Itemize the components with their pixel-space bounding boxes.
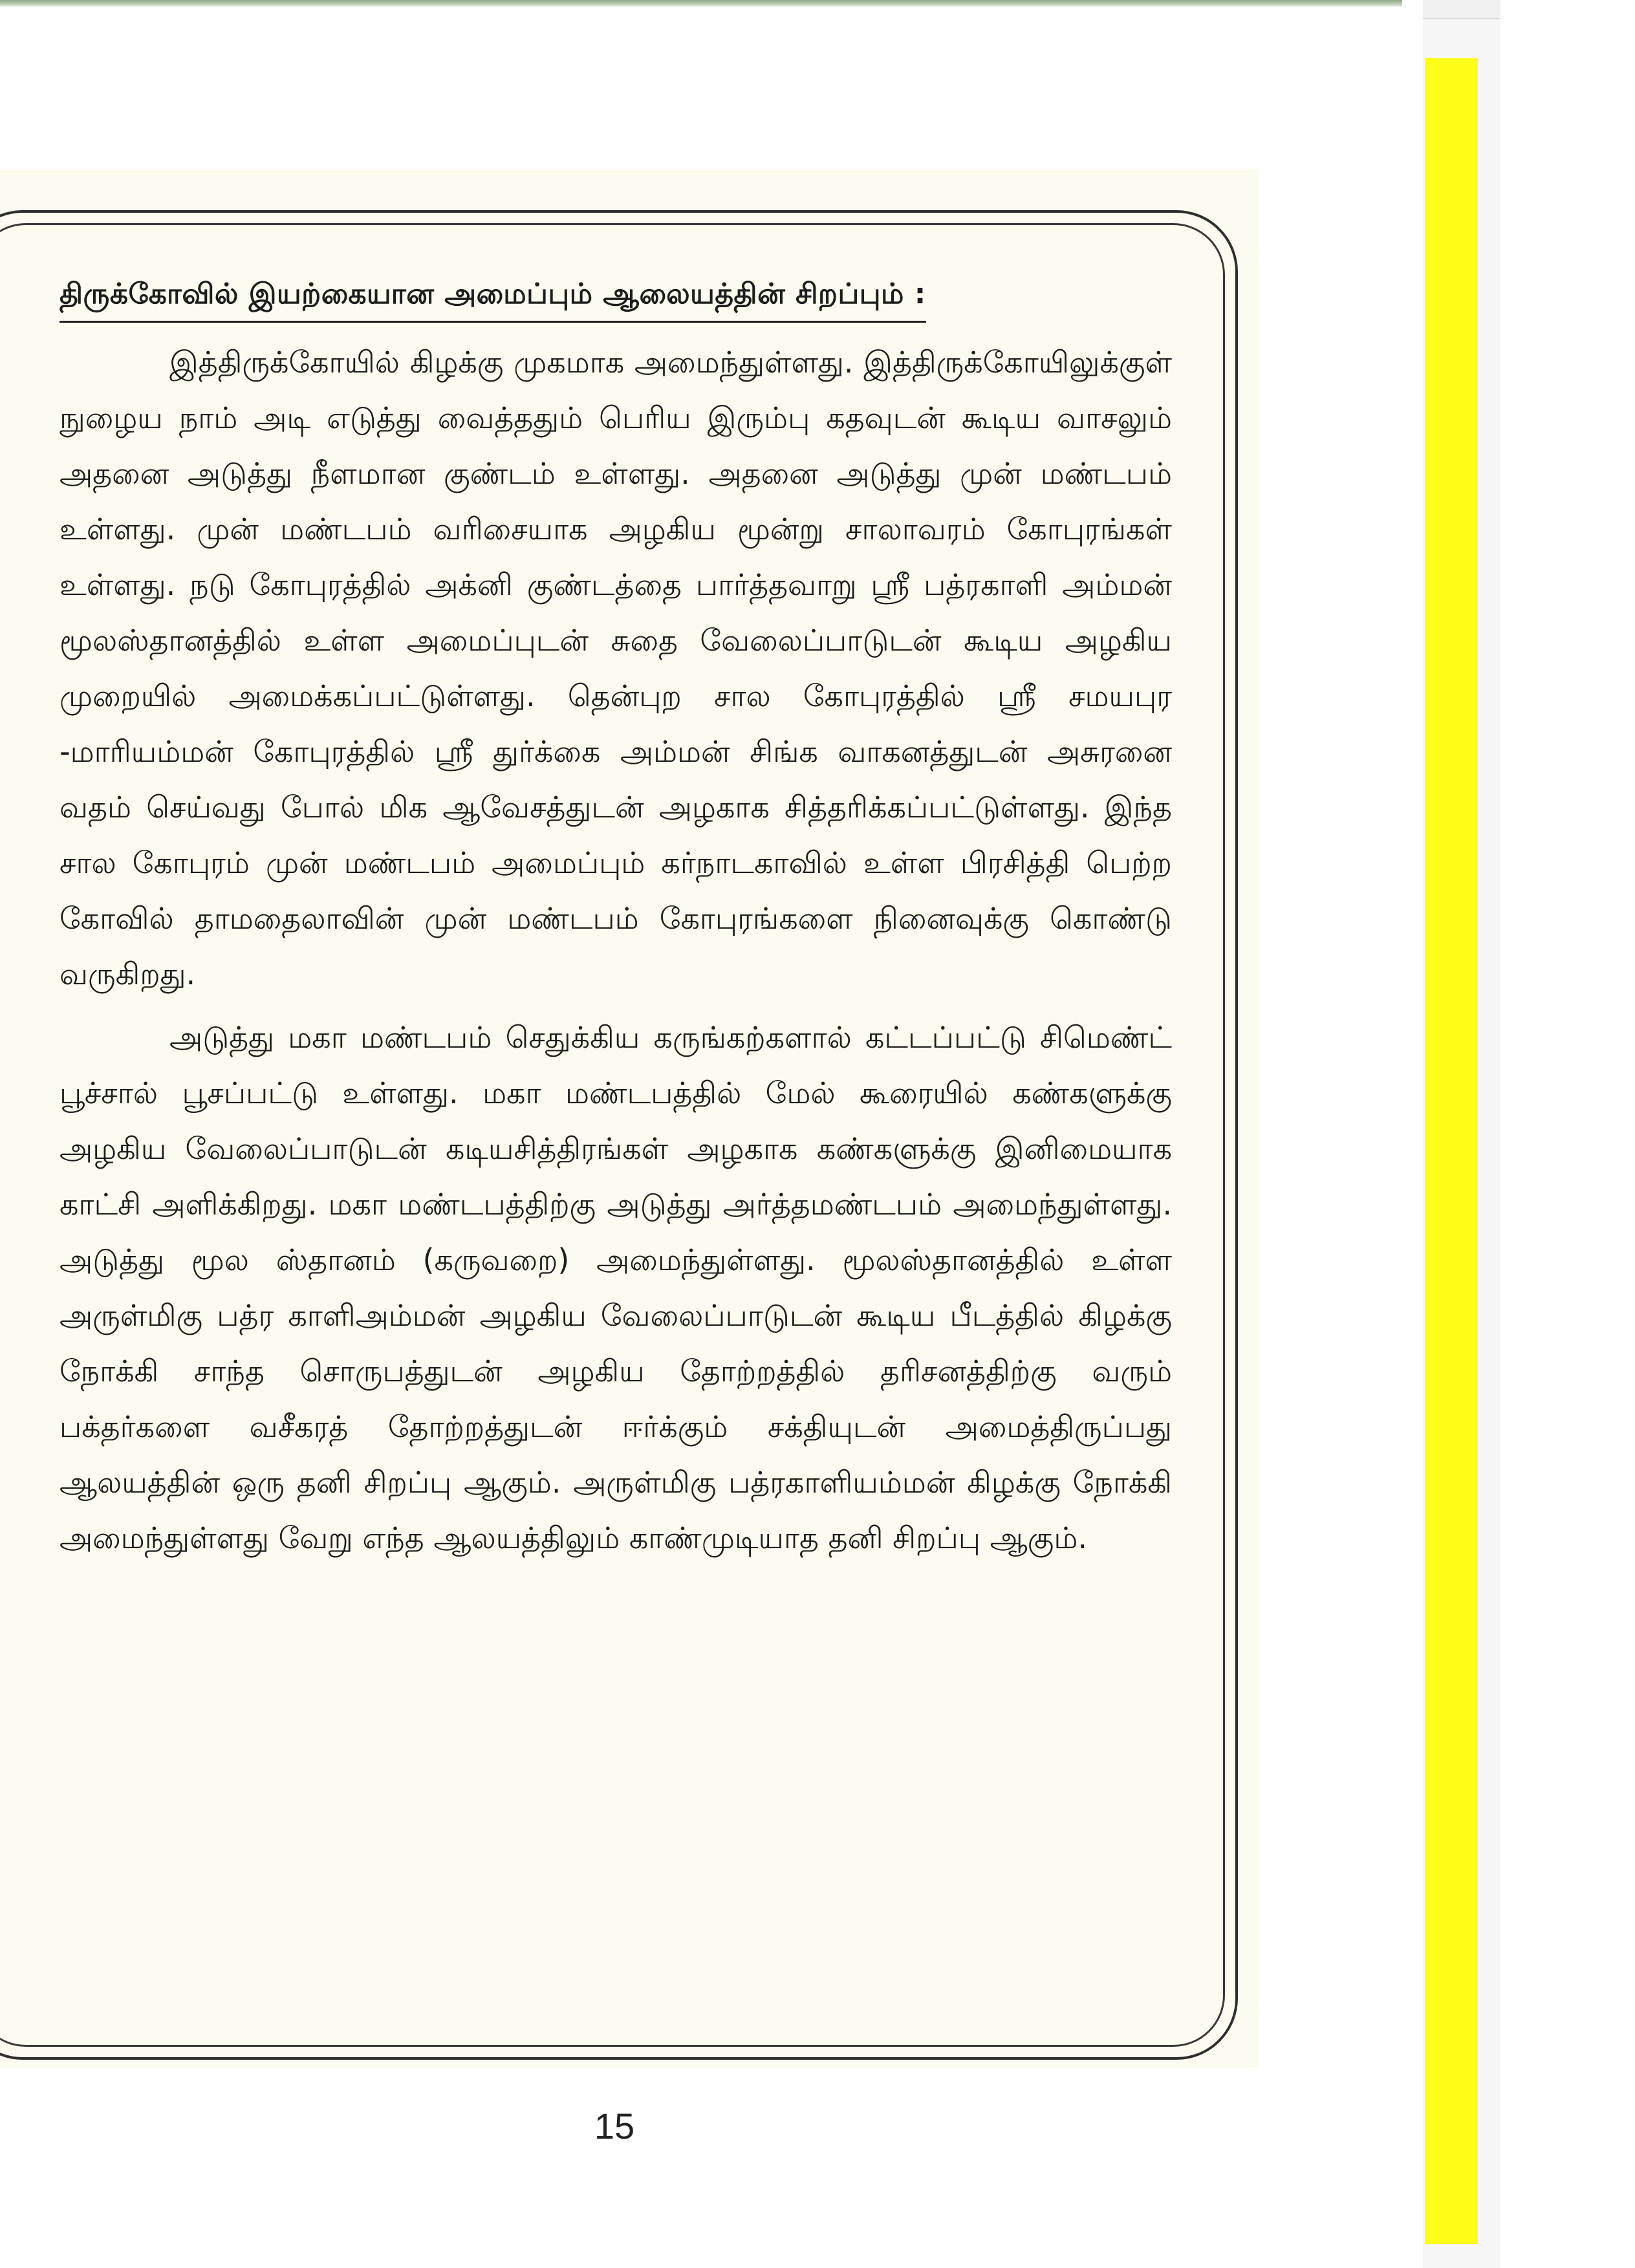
article-title: திருக்கோவில் இயற்கையான அமைப்பும் ஆலையத்தின் சிறப்பும் :: [60, 272, 926, 323]
binding-gap: [1402, 0, 1423, 2268]
paragraph-1: இத்திருக்கோயில் கிழக்கு முகமாக அமைந்துள்ளது. இத்திருக்கோயிலுக்குள் நுழைய நாம் அடி எடுத்து வைத்ததும் பெரிய இரும்பு கதவுடன் கூடிய வாசலும் அதனை அடுத்து நீளமான குண்டம் உள்ளது. அதனை அடுத்து முன் மண்டபம் உள்ளது. முன் மண்டபம் வரிசையாக அழகிய மூன்று சாலாவரம் கோபுரங்கள் உள்ளது. நடு கோபுரத்தில் அக்னி குண்டத்தை பார்த்தவாறு ஸ்ரீ பத்ரகாளி அம்மன் மூலஸ்தானத்தில் உள்ள அமைப்புடன் சுதை வேலைப்பாடுடன் கூடிய அழகிய முறையில் அமைக்கப்பட்டுள்ளது. தென்புற சால கோபுரத்தில் ஸ்ரீ சமயபுர -மாரியம்மன் கோபுரத்தில் ஸ்ரீ துர்க்கை அம்மன் சிங்க வாகனத்துடன் அசுரனை வதம் செய்வது போல் மிக ஆவேசத்துடன் அழகாக சித்தரிக்கப்பட்டுள்ளது. இந்த சால கோபுரம் முன் மண்டபம் அமைப்பும் கர்நாடகாவில் உள்ள பிரசித்தி பெற்ற கோவில் தாமதைலாவின் முன் மண்டபம் கோபுரங்களை நினைவுக்கு கொண்டு வருகிறது.: [60, 345, 1172, 991]
page-top-edge: [0, 0, 1402, 6]
yellow-highlight-strip: [1425, 58, 1478, 2244]
cover-top-edge: [1423, 0, 1500, 19]
page-number: 15: [594, 2106, 635, 2146]
article-content: [60, 272, 1172, 1566]
paragraph-2: அடுத்து மகா மண்டபம் செதுக்கிய கருங்கற்களால் கட்டப்பட்டு சிமெண்ட் பூச்சால் பூசப்பட்டு உள்ளது. மகா மண்டபத்தில் மேல் கூரையில் கண்களுக்கு அழகிய வேலைப்பாடுடன் கடியசித்திரங்கள் அழகாக கண்களுக்கு இனிமையாக காட்சி அளிக்கிறது. மகா மண்டபத்திற்கு அடுத்து அர்த்தமண்டபம் அமைந்துள்ளது. அடுத்து மூல ஸ்தானம் (கருவறை) அமைந்துள்ளது. மூலஸ்தானத்தில் உள்ள அருள்மிகு பத்ர காளிஅம்மன் அழகிய வேலைப்பாடுடன் கூடிய பீடத்தில் கிழக்கு நோக்கி சாந்த சொருபத்துடன் அழகிய தோற்றத்தில் தரிசனத்திற்கு வரும் பக்தர்களை வசீகரத் தோற்றத்துடன் ஈர்க்கும் சக்தியுடன் அமைத்திருப்பது ஆலயத்தின் ஒரு தனி சிறப்பு ஆகும். அருள்மிகு பத்ரகாளியம்மன் கிழக்கு நோக்கி அமைந்துள்ளது வேறு எந்த ஆலயத்திலும் காண்முடியாத தனி சிறப்பு ஆகும்.: [60, 1020, 1172, 1555]
